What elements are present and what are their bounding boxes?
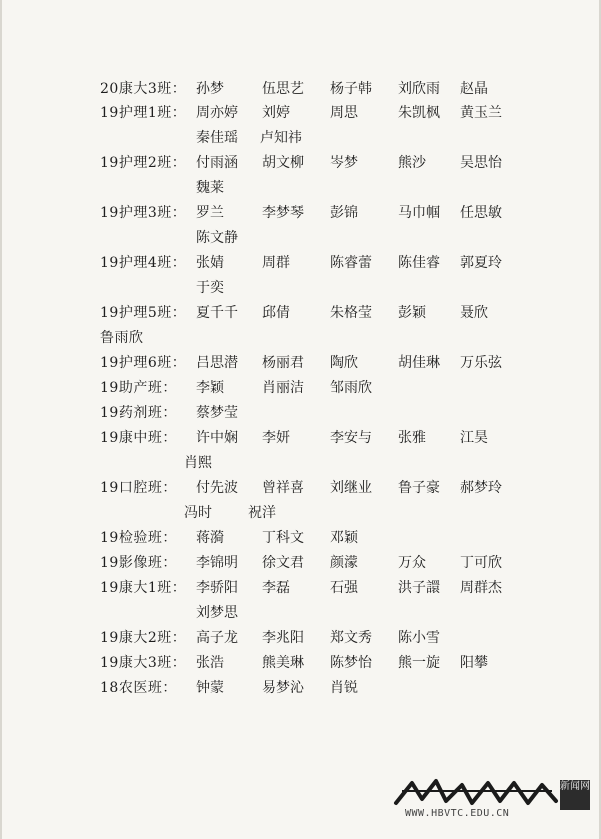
student-name: 朱格莹 — [330, 305, 372, 321]
student-name: 易梦沁 — [262, 680, 304, 696]
student-name: 李兆阳 — [262, 630, 304, 646]
student-name: 付先波 — [196, 480, 238, 496]
student-name: 郭夏玲 — [460, 255, 502, 271]
student-name: 胡佳琳 — [398, 355, 440, 371]
student-name: 陈佳睿 — [398, 255, 440, 271]
student-name: 伍思艺 — [262, 81, 304, 97]
class-label: 19护理3班： — [100, 205, 187, 221]
class-label: 19助产班： — [100, 380, 177, 396]
student-name: 任思敏 — [460, 205, 502, 221]
student-name: 付雨涵 — [196, 155, 238, 171]
student-name: 李锦明 — [196, 555, 238, 571]
student-name: 陈文静 — [196, 230, 238, 246]
student-name: 张浩 — [196, 655, 224, 671]
student-name: 张婧 — [196, 255, 224, 271]
student-name: 陶欣 — [330, 355, 358, 371]
student-name: 李安与 — [330, 430, 372, 446]
student-name: 蒋漪 — [196, 530, 224, 546]
student-name: 张雅 — [398, 430, 426, 446]
class-label: 19护理1班： — [100, 105, 187, 121]
student-name: 彭颖 — [398, 305, 426, 321]
student-name: 许中娴 — [196, 430, 238, 446]
class-label: 19康大2班： — [100, 630, 187, 646]
student-name: 曾祥喜 — [262, 480, 304, 496]
student-name: 鲁雨欣 — [100, 330, 144, 346]
student-name: 熊美琳 — [262, 655, 304, 671]
student-name: 吴思怡 — [460, 155, 502, 171]
student-name: 刘继业 — [330, 480, 372, 496]
student-name: 鲁子豪 — [398, 480, 440, 496]
student-name: 邓颖 — [330, 530, 358, 546]
student-name: 周思 — [330, 105, 358, 121]
student-name: 熊一旋 — [398, 655, 440, 671]
student-name: 于奕 — [196, 280, 224, 296]
student-name: 邱倩 — [262, 305, 290, 321]
student-name: 岑梦 — [330, 155, 358, 171]
student-name: 胡文柳 — [262, 155, 304, 171]
class-label: 19护理6班： — [100, 355, 187, 371]
class-label: 18农医班： — [100, 680, 177, 696]
student-name: 李颖 — [196, 380, 224, 396]
student-name: 郑文秀 — [330, 630, 372, 646]
class-label: 19护理2班： — [100, 155, 187, 171]
student-name: 冯时 — [184, 505, 212, 521]
student-name: 赵晶 — [460, 81, 488, 97]
news-seal: 新闻网 — [560, 780, 590, 810]
student-name: 颜濛 — [330, 555, 358, 571]
student-name: 聂欣 — [460, 305, 488, 321]
class-label: 19康大1班： — [100, 580, 187, 596]
student-name: 江昊 — [460, 430, 488, 446]
student-name: 蔡梦莹 — [196, 405, 238, 421]
class-label: 19护理5班： — [100, 305, 187, 321]
student-name: 郝梦玲 — [460, 480, 502, 496]
student-name: 周群 — [262, 255, 290, 271]
class-label: 19药剂班： — [100, 405, 177, 421]
student-name: 杨丽君 — [262, 355, 304, 371]
class-label: 19检验班： — [100, 530, 177, 546]
student-name: 吕思潜 — [196, 355, 238, 371]
site-url: WWW.HBVTC.EDU.CN — [405, 808, 510, 819]
student-name: 肖锐 — [330, 680, 358, 696]
class-label: 19康中班： — [100, 430, 177, 446]
student-name: 李妍 — [262, 430, 290, 446]
student-name: 陈梦怡 — [330, 655, 372, 671]
student-name: 魏莱 — [196, 180, 224, 196]
student-name: 钟蒙 — [196, 680, 224, 696]
student-name: 万乐弦 — [460, 355, 502, 371]
student-name: 刘梦思 — [196, 605, 238, 621]
student-name: 肖丽洁 — [262, 380, 304, 396]
scan-edge-left — [0, 0, 2, 839]
student-name: 陈小雪 — [398, 630, 440, 646]
student-name: 李梦琴 — [262, 205, 304, 221]
student-name: 秦佳瑶 — [196, 130, 238, 146]
class-label: 19护理4班： — [100, 255, 187, 271]
student-name: 周群杰 — [460, 580, 502, 596]
student-name: 陈睿蕾 — [330, 255, 372, 271]
student-name: 周亦婷 — [196, 105, 238, 121]
class-label: 19影像班： — [100, 555, 177, 571]
student-name: 马巾帼 — [398, 205, 440, 221]
student-name: 罗兰 — [196, 205, 224, 221]
student-name: 刘欣雨 — [398, 81, 440, 97]
student-name: 熊沙 — [398, 155, 426, 171]
student-name: 徐文君 — [262, 555, 304, 571]
student-name: 李磊 — [262, 580, 290, 596]
student-name: 夏千千 — [196, 305, 238, 321]
student-name: 万众 — [398, 555, 426, 571]
student-name: 洪子譞 — [398, 580, 440, 596]
student-name: 丁科文 — [262, 530, 304, 546]
student-name: 孙梦 — [196, 81, 224, 97]
student-name: 邹雨欣 — [330, 380, 372, 396]
student-name: 阳攀 — [460, 655, 488, 671]
student-name: 彭锦 — [330, 205, 358, 221]
student-name: 杨子韩 — [330, 81, 372, 97]
student-name: 朱凯枫 — [398, 105, 440, 121]
student-name: 肖熙 — [184, 455, 212, 471]
student-name: 刘婷 — [262, 105, 290, 121]
class-label: 20康大3班： — [100, 81, 187, 97]
student-name: 高子龙 — [196, 630, 238, 646]
student-name: 黄玉兰 — [460, 105, 502, 121]
class-label: 19康大3班： — [100, 655, 187, 671]
school-logo-watermark — [392, 777, 560, 809]
student-name: 石强 — [330, 580, 358, 596]
student-name: 丁可欣 — [460, 555, 502, 571]
student-name: 祝洋 — [248, 505, 276, 521]
student-name: 卢知祎 — [260, 130, 302, 146]
class-label: 19口腔班： — [100, 480, 177, 496]
student-name: 李骄阳 — [196, 580, 238, 596]
